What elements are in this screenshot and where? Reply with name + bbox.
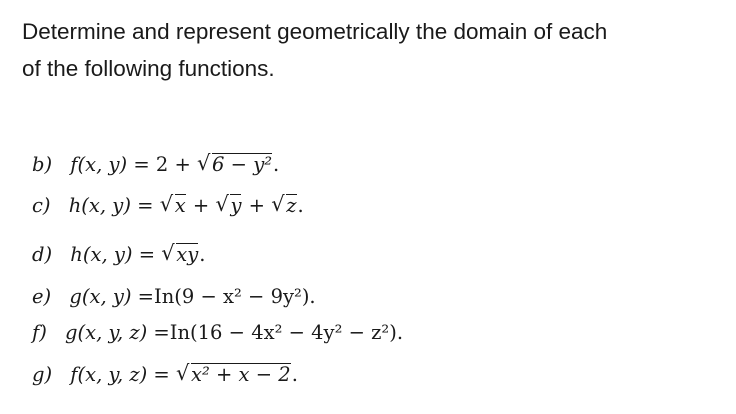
function-b: [32, 153, 279, 177]
square-root: [271, 194, 297, 218]
radicand: y: [230, 194, 242, 217]
expression-prefix: =: [147, 363, 176, 386]
radicand: x² + x − 2: [190, 363, 291, 386]
expression-prefix: =: [130, 194, 160, 217]
plus-sign: +: [186, 194, 216, 217]
function-f: [32, 321, 403, 345]
problem-statement: [22, 13, 722, 87]
square-root: [215, 194, 242, 218]
function-name: h: [68, 194, 82, 217]
expression-prefix: =: [132, 243, 162, 266]
expression-suffix: .: [297, 194, 304, 217]
item-label: f): [32, 321, 47, 344]
expression-suffix: .: [273, 153, 280, 176]
item-label: c): [32, 194, 51, 217]
problem-statement-line-1: Determine and represent geometrically the domain of each: [22, 19, 608, 44]
function-name: h: [70, 243, 83, 266]
function-args: (x, y): [81, 285, 132, 308]
function-args: (x, y, z): [77, 363, 148, 386]
expression: =In(16 − 4x² − 4y² − z²).: [147, 321, 404, 344]
square-root: [161, 243, 199, 267]
function-d: [32, 243, 205, 267]
function-name: g: [65, 321, 78, 344]
item-label: d): [32, 243, 53, 266]
radicand: 6 − y²: [212, 153, 273, 176]
expression-suffix: .: [199, 243, 206, 266]
function-args: (x, y): [81, 194, 131, 217]
function-args: (x, y, z): [77, 321, 148, 344]
square-root: [160, 194, 187, 218]
item-label: g): [32, 363, 53, 386]
radicand: xy: [176, 243, 199, 266]
function-name: f: [70, 153, 78, 176]
function-name: g: [69, 285, 82, 308]
plus-sign: +: [242, 194, 272, 217]
item-label: e): [32, 285, 52, 308]
expression-prefix: = 2 +: [127, 153, 198, 176]
radicand: z: [286, 194, 297, 217]
expression-suffix: .: [291, 363, 298, 386]
radicand: x: [174, 194, 186, 217]
function-g: [32, 363, 298, 387]
function-name: f: [70, 363, 78, 386]
item-label: b): [32, 153, 53, 176]
function-c: [32, 194, 304, 218]
function-args: (x, y): [77, 153, 128, 176]
square-root: [176, 363, 292, 387]
function-e: [32, 285, 316, 309]
expression: =In(9 − x² − 9y²).: [131, 285, 316, 308]
function-args: (x, y): [82, 243, 133, 266]
problem-statement-line-2: of the following functions.: [22, 56, 275, 81]
square-root: [197, 153, 273, 177]
